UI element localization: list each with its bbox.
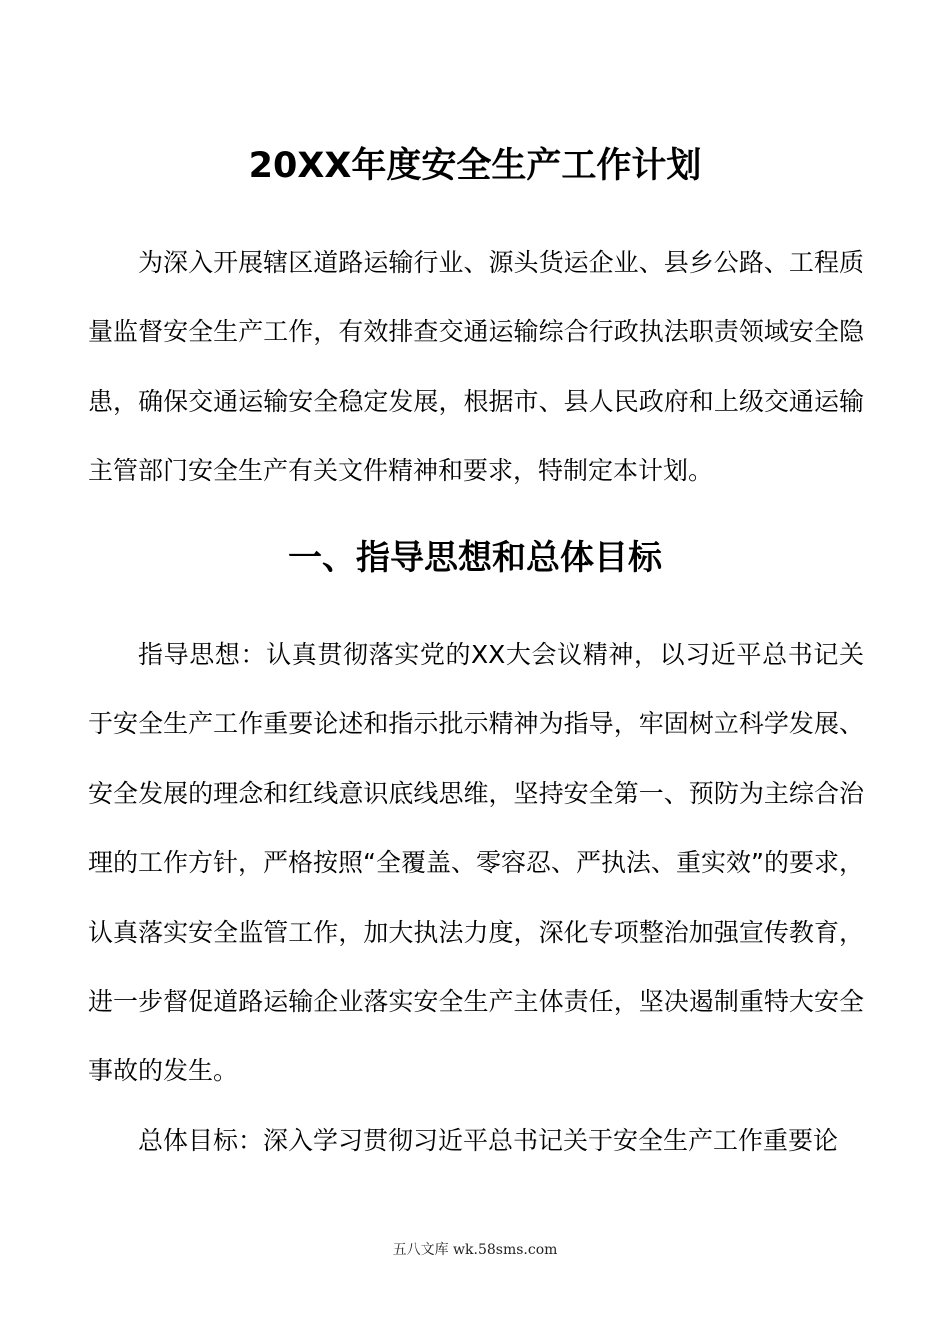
section-heading: 一、指导思想和总体目标 xyxy=(288,538,662,578)
document-title: 20XX年度安全生产工作计划 xyxy=(248,146,702,186)
footer-watermark: 五八文库 wk.58sms.com xyxy=(392,1242,558,1258)
intro-section xyxy=(88,228,864,506)
goal-paragraph: 总体目标：深入学习贯彻习近平总书记关于安全生产工作重要论 xyxy=(138,1125,839,1155)
guiding-paragraph: 指导思想：认真贯彻落实党的XX大会议精神，以习近平总书记关于安全生产工作重要论述和指示批示精神为指导，牢固树立科学发展、安全发展的理念和红线意识底线思维，坚持安全第一、预防为主综合治理的工作方针，严格按照“全覆盖、零容忍、严执法、重实效”的要求，认真落实安全监管工作，加大执法力度，深化专项整治加强宣传教育，进一步督促道路运输企业落实安全生产主体责任，坚决遏制重特大安全事故的发生。 xyxy=(88,640,864,1086)
intro-paragraph: 为深入开展辖区道路运输行业、源头货运企业、县乡公路、工程质量监督安全生产工作，有效排查交通运输综合行政执法职责领域安全隐患，确保交通运输安全稳定发展，根据市、县人民政府和上级交通运输主管部门安全生产有关文件精神和要求，特制定本计划。 xyxy=(88,248,864,486)
guiding-section xyxy=(88,620,864,1175)
